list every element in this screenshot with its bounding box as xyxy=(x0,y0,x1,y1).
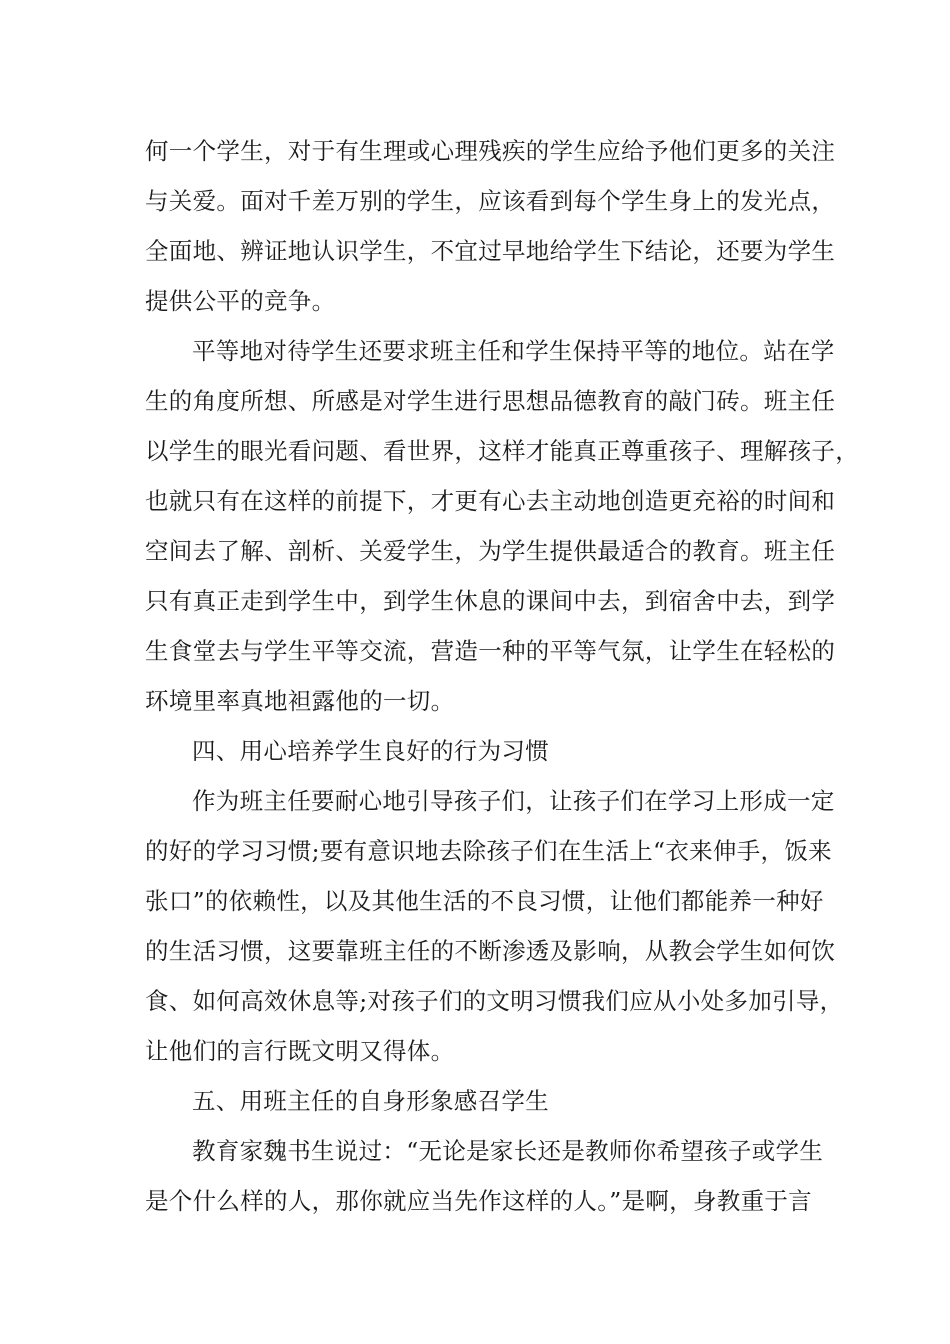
text-line: 食、如何高效休息等;对孩子们的文明习惯我们应从小处多加引导， xyxy=(145,987,844,1015)
paragraph-first-line: 教育家魏书生说过：“无论是家长还是教师你希望孩子或学生 xyxy=(192,1137,824,1165)
text-line: 以学生的眼光看问题、看世界，这样才能真正尊重孩子、理解孩子， xyxy=(145,437,859,465)
text-line: 只有真正走到学生中，到学生休息的课间中去，到宿舍中去，到学 xyxy=(145,587,836,615)
section-heading-5: 五、用班主任的自身形象感召学生 xyxy=(192,1087,549,1115)
paragraph-first-line: 作为班主任要耐心地引导孩子们，让孩子们在学习上形成一定 xyxy=(192,787,835,815)
text-line: 环境里率真地袒露他的一切。 xyxy=(145,687,455,715)
text-line: 生的角度所想、所感是对学生进行思想品德教育的敲门砖。班主任 xyxy=(145,387,836,415)
text-line: 的好的学习习惯;要有意识地去除孩子们在生活上“衣来伸手，饭来 xyxy=(145,837,832,865)
paragraph-first-line: 平等地对待学生还要求班主任和学生保持平等的地位。站在学 xyxy=(192,337,835,365)
text-line: 空间去了解、剖析、关爱学生，为学生提供最适合的教育。班主任 xyxy=(145,537,836,565)
text-line: 也就只有在这样的前提下，才更有心去主动地创造更充裕的时间和 xyxy=(145,487,836,515)
text-line: 提供公平的竞争。 xyxy=(145,287,336,315)
text-line: 的生活习惯，这要靠班主任的不断渗透及影响，从教会学生如何饮 xyxy=(145,937,836,965)
text-line: 生食堂去与学生平等交流，营造一种的平等气氛，让学生在轻松的 xyxy=(145,637,836,665)
text-line: 是个什么样的人，那你就应当先作这样的人。”是啊，身教重于言 xyxy=(145,1187,812,1215)
text-line: 让他们的言行既文明又得体。 xyxy=(145,1037,455,1065)
text-line: 与关爱。面对千差万别的学生，应该看到每个学生身上的发光点， xyxy=(145,187,836,215)
text-line: 全面地、辨证地认识学生，不宜过早地给学生下结论，还要为学生 xyxy=(145,237,836,265)
text-line: 张口”的依赖性，以及其他生活的不良习惯，让他们都能养一种好 xyxy=(145,887,824,915)
section-heading-4: 四、用心培养学生良好的行为习惯 xyxy=(192,737,549,765)
text-line: 何一个学生，对于有生理或心理残疾的学生应给予他们更多的关注 xyxy=(145,137,836,165)
